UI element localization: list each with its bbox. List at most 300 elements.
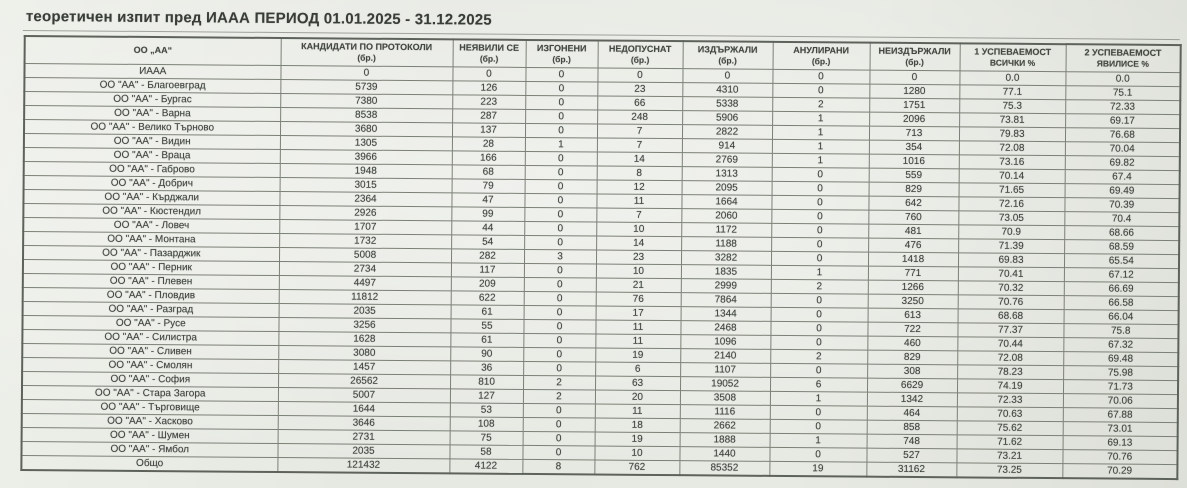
- value-cell: 2468: [680, 321, 770, 336]
- value-cell: 0: [523, 347, 595, 362]
- column-header-label: НЕЯВИЛИ СЕ: [459, 42, 520, 53]
- value-cell: 63: [595, 376, 680, 391]
- value-cell: 642: [868, 196, 958, 211]
- value-cell: 1457: [278, 359, 450, 374]
- value-cell: 3646: [278, 415, 450, 430]
- region-cell: ОО "АА" - Силистра: [22, 329, 278, 345]
- value-cell: 73.05: [958, 211, 1064, 226]
- value-cell: 70.9: [958, 225, 1064, 240]
- value-cell: 77.37: [957, 323, 1063, 338]
- value-cell: 0: [525, 109, 597, 124]
- column-header: [25, 36, 281, 65]
- value-cell: 7: [597, 124, 682, 139]
- value-cell: 0: [772, 181, 869, 196]
- value-cell: 68: [452, 165, 525, 180]
- value-cell: 2: [523, 389, 595, 404]
- value-cell: 2769: [682, 153, 772, 168]
- value-cell: 0: [525, 67, 597, 82]
- value-cell: 1305: [280, 135, 452, 150]
- value-cell: 0: [772, 167, 869, 182]
- value-cell: 11: [595, 320, 680, 335]
- results-table-wrap: [20, 35, 1181, 480]
- value-cell: 47: [451, 193, 524, 208]
- value-cell: 5906: [682, 111, 772, 126]
- value-cell: 71.39: [958, 239, 1064, 254]
- value-cell: 1: [772, 153, 869, 168]
- value-cell: 1116: [680, 405, 770, 420]
- value-cell: 6629: [867, 378, 957, 393]
- value-cell: 75.62: [957, 421, 1063, 436]
- value-cell: 1342: [867, 392, 957, 407]
- region-cell: ОО "АА" - Варна: [24, 105, 280, 121]
- value-cell: 14: [596, 236, 681, 251]
- value-cell: 829: [867, 350, 957, 365]
- value-cell: 72.08: [957, 351, 1063, 366]
- region-cell: ОО "АА" - Хасково: [22, 413, 278, 429]
- value-cell: 76.68: [1065, 128, 1180, 143]
- column-header-label: НЕДОПУСНАТ: [608, 43, 672, 55]
- value-cell: 1280: [869, 84, 959, 99]
- value-cell: 73.25: [956, 463, 1062, 478]
- value-cell: 0: [772, 83, 869, 98]
- value-cell: 722: [867, 322, 957, 337]
- value-cell: 1: [525, 137, 597, 152]
- value-cell: 7380: [280, 93, 452, 108]
- value-cell: 126: [452, 81, 525, 96]
- value-cell: 76: [596, 292, 681, 307]
- value-cell: 73.16: [959, 155, 1065, 170]
- value-cell: 66: [597, 96, 682, 111]
- column-header-label: ИЗГОНЕНИ: [536, 43, 587, 54]
- value-cell: 75.3: [959, 99, 1065, 114]
- value-cell: 121432: [277, 457, 449, 473]
- column-header-label: 2 УСПЕВАЕМОСТ: [1084, 47, 1162, 58]
- value-cell: 1: [772, 111, 869, 126]
- value-cell: 282: [451, 249, 524, 264]
- column-header: [598, 41, 683, 69]
- value-cell: 19: [595, 432, 680, 447]
- value-cell: 31162: [866, 462, 956, 477]
- value-cell: 85352: [679, 461, 769, 476]
- value-cell: 1732: [279, 233, 451, 248]
- region-cell: ОО "АА" - Добрич: [24, 175, 280, 191]
- value-cell: 44: [451, 221, 524, 236]
- value-cell: 2822: [682, 125, 772, 140]
- value-cell: 7: [597, 138, 682, 153]
- value-cell: 5007: [278, 387, 450, 402]
- value-cell: 69.48: [1063, 352, 1178, 367]
- value-cell: 0: [525, 95, 597, 110]
- region-cell: ОО "АА" - Ловеч: [23, 217, 279, 233]
- value-cell: 68.66: [1064, 226, 1179, 241]
- value-cell: 73.81: [959, 113, 1065, 128]
- value-cell: 0: [771, 209, 868, 224]
- region-cell: ОО "АА" - Бургас: [24, 91, 280, 107]
- region-cell: ОО "АА" - Пловдив: [23, 287, 279, 303]
- value-cell: 0: [452, 67, 525, 82]
- value-cell: 223: [452, 95, 525, 110]
- value-cell: 8538: [280, 107, 452, 122]
- region-cell: ОО "АА" - Разград: [23, 301, 279, 317]
- value-cell: 70.76: [1062, 450, 1177, 465]
- value-cell: 914: [682, 139, 772, 154]
- value-cell: 53: [450, 403, 523, 418]
- value-cell: 70.41: [958, 267, 1064, 282]
- value-cell: 0: [523, 361, 595, 376]
- value-cell: 1: [770, 391, 867, 406]
- value-cell: 166: [452, 151, 525, 166]
- value-cell: 19: [769, 461, 866, 476]
- value-cell: 0: [525, 123, 597, 138]
- value-cell: 55: [450, 319, 523, 334]
- region-cell: ОО "АА" - Смолян: [22, 357, 278, 373]
- value-cell: 0: [771, 307, 868, 322]
- table-body: [21, 63, 1180, 479]
- column-header: [683, 41, 773, 69]
- value-cell: 10: [596, 222, 681, 237]
- column-header: [870, 43, 960, 71]
- value-cell: 6: [770, 377, 867, 392]
- value-cell: 68.59: [1064, 240, 1179, 255]
- value-cell: 4310: [682, 83, 772, 98]
- value-cell: 0: [524, 207, 596, 222]
- column-header: [960, 43, 1066, 71]
- value-cell: 1948: [280, 163, 452, 178]
- value-cell: 7: [596, 208, 681, 223]
- value-cell: 2: [523, 375, 595, 390]
- region-cell: ОО "АА" - Враца: [24, 147, 280, 163]
- value-cell: 75.8: [1063, 324, 1178, 339]
- value-cell: 69.49: [1065, 184, 1180, 199]
- value-cell: 67.12: [1064, 268, 1179, 283]
- value-cell: 137: [452, 123, 525, 138]
- value-cell: 2140: [680, 349, 770, 364]
- value-cell: 3282: [681, 251, 771, 266]
- value-cell: 0: [770, 405, 867, 420]
- value-cell: 69.82: [1065, 156, 1180, 171]
- value-cell: 54: [451, 235, 524, 250]
- value-cell: 1: [772, 139, 869, 154]
- value-cell: 70.06: [1063, 394, 1178, 409]
- value-cell: 2364: [279, 191, 451, 206]
- column-header-unit: (бр.): [811, 56, 831, 67]
- value-cell: 748: [867, 434, 957, 449]
- value-cell: 1107: [680, 363, 770, 378]
- value-cell: 65.54: [1064, 254, 1179, 269]
- value-cell: 36: [450, 361, 523, 376]
- value-cell: 1188: [681, 237, 771, 252]
- value-cell: 69.83: [958, 253, 1064, 268]
- value-cell: 72.33: [957, 393, 1063, 408]
- value-cell: 829: [869, 182, 959, 197]
- value-cell: 1: [771, 265, 868, 280]
- value-cell: 23: [597, 82, 682, 97]
- value-cell: 1172: [681, 223, 771, 238]
- column-header: [453, 39, 526, 67]
- value-cell: 70.32: [958, 281, 1064, 296]
- value-cell: 0.0: [959, 71, 1065, 86]
- value-cell: 8: [597, 166, 682, 181]
- value-cell: 23: [596, 250, 681, 265]
- value-cell: 77.1: [959, 85, 1065, 100]
- value-cell: 4122: [449, 459, 522, 474]
- value-cell: 771: [868, 266, 958, 281]
- value-cell: 308: [867, 364, 957, 379]
- value-cell: 58: [449, 445, 522, 460]
- value-cell: 3256: [278, 317, 450, 332]
- value-cell: 66.04: [1064, 310, 1179, 325]
- value-cell: 613: [868, 308, 958, 323]
- value-cell: 0: [525, 179, 597, 194]
- value-cell: 10: [594, 446, 679, 461]
- value-cell: 0: [523, 431, 595, 446]
- value-cell: 2096: [869, 112, 959, 127]
- value-cell: 70.14: [959, 169, 1065, 184]
- column-header-label: ОО „АА“: [133, 45, 173, 56]
- column-header-unit: (бр.): [905, 57, 924, 68]
- value-cell: 1751: [869, 98, 959, 113]
- column-header-unit: ЯВИЛИСЕ %: [1096, 58, 1149, 70]
- value-cell: 61: [450, 333, 523, 348]
- value-cell: 5008: [279, 247, 451, 262]
- value-cell: 2926: [279, 205, 451, 220]
- column-header-unit: (бр.): [552, 54, 571, 65]
- value-cell: 2: [771, 279, 868, 294]
- value-cell: 78.23: [957, 365, 1063, 380]
- value-cell: 0: [771, 195, 868, 210]
- region-cell: ОО "АА" - Шумен: [22, 427, 278, 443]
- value-cell: 73.21: [956, 449, 1062, 464]
- value-cell: 71.65: [959, 183, 1065, 198]
- value-cell: 7864: [681, 293, 771, 308]
- value-cell: 1664: [681, 195, 771, 210]
- region-cell: ОО "АА" - Ямбол: [21, 441, 277, 457]
- column-header: [1066, 44, 1181, 72]
- column-header-unit: (бр.): [718, 55, 737, 66]
- value-cell: 74.19: [957, 379, 1063, 394]
- region-cell: Общо: [21, 455, 277, 472]
- value-cell: 0: [524, 277, 596, 292]
- value-cell: 460: [867, 336, 957, 351]
- value-cell: 67.4: [1065, 170, 1180, 185]
- value-cell: 0: [770, 321, 867, 336]
- value-cell: 810: [450, 375, 523, 390]
- value-cell: 72.33: [1065, 100, 1180, 115]
- value-cell: 3680: [280, 121, 452, 136]
- value-cell: 1266: [868, 280, 958, 295]
- document-content: [20, 6, 1182, 480]
- region-cell: ОО "АА" - Кърджали: [23, 189, 279, 205]
- value-cell: 67.32: [1063, 338, 1178, 353]
- value-cell: 67.88: [1063, 408, 1178, 423]
- value-cell: 73.01: [1063, 422, 1178, 437]
- region-cell: ОО "АА" - Габрово: [24, 161, 280, 177]
- value-cell: 8: [522, 459, 594, 474]
- value-cell: 464: [867, 406, 957, 421]
- value-cell: 11: [595, 334, 680, 349]
- value-cell: 70.04: [1065, 142, 1180, 157]
- value-cell: 0: [869, 70, 959, 85]
- value-cell: 3966: [280, 149, 452, 164]
- value-cell: 0: [682, 69, 772, 84]
- region-cell: ИААА: [24, 63, 280, 79]
- value-cell: 66.58: [1064, 296, 1179, 311]
- results-table: [20, 35, 1181, 480]
- value-cell: 70.44: [957, 337, 1063, 352]
- value-cell: 1644: [278, 401, 450, 416]
- value-cell: 209: [451, 277, 524, 292]
- value-cell: 70.29: [1062, 464, 1177, 479]
- value-cell: 1707: [279, 219, 451, 234]
- value-cell: 858: [867, 420, 957, 435]
- region-cell: ОО "АА" - Видин: [24, 133, 280, 149]
- column-header-label: НЕИЗДЪРЖАЛИ: [878, 45, 951, 57]
- value-cell: 0: [523, 403, 595, 418]
- value-cell: 2734: [279, 261, 451, 276]
- value-cell: 0: [770, 363, 867, 378]
- column-header: [281, 38, 453, 67]
- value-cell: 70.76: [958, 295, 1064, 310]
- value-cell: 75.98: [1063, 366, 1178, 381]
- value-cell: 248: [597, 110, 682, 125]
- value-cell: 0: [524, 221, 596, 236]
- value-cell: 0: [597, 68, 682, 83]
- value-cell: 72.08: [959, 141, 1065, 156]
- value-cell: 3080: [278, 345, 450, 360]
- value-cell: 0: [525, 81, 597, 96]
- value-cell: 2035: [277, 443, 449, 458]
- value-cell: 14: [597, 152, 682, 167]
- value-cell: 17: [596, 306, 681, 321]
- value-cell: 0: [770, 335, 867, 350]
- value-cell: 12: [597, 180, 682, 195]
- value-cell: 1440: [679, 447, 769, 462]
- value-cell: 0: [522, 445, 594, 460]
- value-cell: 75: [450, 431, 523, 446]
- value-cell: 287: [452, 109, 525, 124]
- region-cell: ОО "АА" - Стара Загора: [22, 385, 278, 401]
- value-cell: 1344: [681, 307, 771, 322]
- value-cell: 90: [450, 347, 523, 362]
- value-cell: 622: [451, 291, 524, 306]
- region-cell: ОО "АА" - Монтана: [23, 231, 279, 247]
- value-cell: 108: [450, 417, 523, 432]
- value-cell: 1313: [682, 167, 772, 182]
- document-title: теоретичен изпит пред ИААА ПЕРИОД 01.01.2025 - 31.12.2025: [25, 8, 492, 29]
- value-cell: 0.0: [1065, 72, 1180, 87]
- value-cell: 527: [866, 448, 956, 463]
- value-cell: 0: [769, 447, 866, 462]
- value-cell: 10: [596, 264, 681, 279]
- value-cell: 3: [524, 249, 596, 264]
- value-cell: 0: [524, 235, 596, 250]
- value-cell: 26562: [278, 373, 450, 388]
- column-header-unit: (бр.): [479, 53, 499, 64]
- column-header-unit: (бр.): [630, 55, 650, 66]
- value-cell: 69.17: [1065, 114, 1180, 129]
- column-header-label: ИЗДЪРЖАЛИ: [697, 44, 758, 55]
- value-cell: 3015: [280, 177, 452, 192]
- value-cell: 0: [771, 293, 868, 308]
- value-cell: 2662: [680, 419, 770, 434]
- value-cell: 20: [595, 390, 680, 405]
- value-cell: 6: [595, 362, 680, 377]
- value-cell: 2035: [279, 303, 451, 318]
- value-cell: 0: [523, 417, 595, 432]
- value-cell: 0: [280, 65, 452, 80]
- column-header-label: 1 УСПЕВАЕМОСТ: [974, 46, 1052, 58]
- value-cell: 1016: [869, 154, 959, 169]
- value-cell: 0: [524, 291, 596, 306]
- value-cell: 75.1: [1065, 86, 1180, 101]
- value-cell: 70.39: [1064, 198, 1179, 213]
- value-cell: 11812: [279, 289, 451, 304]
- value-cell: 1096: [680, 335, 770, 350]
- region-cell: ОО "АА" - Плевен: [23, 273, 279, 289]
- region-cell: ОО "АА" - Велико Търново: [24, 119, 280, 135]
- value-cell: 99: [451, 207, 524, 222]
- value-cell: 117: [451, 263, 524, 278]
- column-header-label: АНУЛИРАНИ: [793, 45, 850, 56]
- value-cell: 0: [525, 165, 597, 180]
- region-cell: ОО "АА" - Благоевград: [24, 77, 280, 93]
- value-cell: 2095: [682, 181, 772, 196]
- value-cell: 476: [868, 238, 958, 253]
- value-cell: 71.73: [1063, 380, 1178, 395]
- value-cell: 28: [452, 137, 525, 152]
- region-cell: ОО "АА" - София: [22, 371, 278, 387]
- value-cell: 79: [452, 179, 525, 194]
- value-cell: 70.63: [957, 407, 1063, 422]
- value-cell: 5338: [682, 97, 772, 112]
- value-cell: 3508: [680, 391, 770, 406]
- value-cell: 71.62: [957, 435, 1063, 450]
- value-cell: 66.69: [1064, 282, 1179, 297]
- region-cell: ОО "АА" - Кюстендил: [23, 203, 279, 219]
- value-cell: 69.13: [1063, 436, 1178, 451]
- value-cell: 0: [524, 305, 596, 320]
- region-cell: ОО "АА" - Пазарджик: [23, 245, 279, 261]
- value-cell: 70.4: [1064, 212, 1179, 227]
- column-header-unit: (бр.): [357, 52, 376, 64]
- region-cell: ОО "АА" - Сливен: [22, 343, 278, 359]
- value-cell: 0: [770, 419, 867, 434]
- value-cell: 1835: [681, 265, 771, 280]
- value-cell: 0: [523, 319, 595, 334]
- value-cell: 2731: [278, 429, 450, 444]
- value-cell: 2060: [681, 209, 771, 224]
- value-cell: 5739: [280, 79, 452, 94]
- value-cell: 21: [596, 278, 681, 293]
- value-cell: 762: [594, 460, 679, 475]
- value-cell: 127: [450, 389, 523, 404]
- value-cell: 1628: [278, 331, 450, 346]
- value-cell: 18: [595, 418, 680, 433]
- value-cell: 760: [868, 210, 958, 225]
- value-cell: 0: [523, 333, 595, 348]
- value-cell: 481: [868, 224, 958, 239]
- value-cell: 0: [771, 237, 868, 252]
- column-header: [773, 42, 870, 70]
- value-cell: 19: [595, 348, 680, 363]
- value-cell: 0: [524, 193, 596, 208]
- value-cell: 2999: [681, 279, 771, 294]
- region-cell: ОО "АА" - Търговище: [22, 399, 278, 415]
- value-cell: 1: [770, 433, 867, 448]
- value-cell: 0: [525, 151, 597, 166]
- value-cell: 11: [596, 194, 681, 209]
- value-cell: 354: [869, 140, 959, 155]
